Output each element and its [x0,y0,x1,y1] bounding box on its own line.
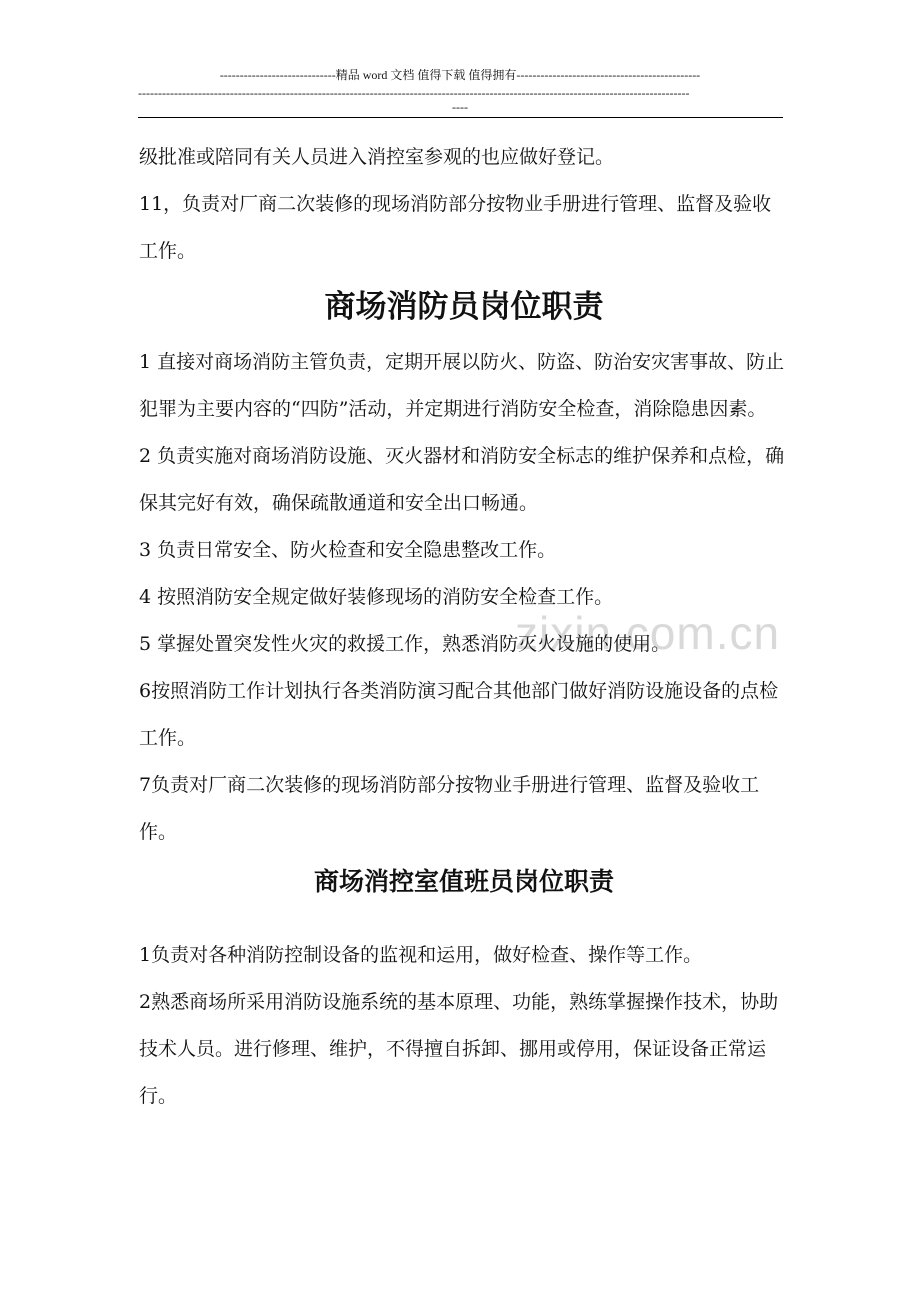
page-header-banner: -----------------------------精品 word 文档 值得下载 值得拥有---------------------------------------------- [219,68,701,82]
section-title-firefighter-duties: 商场消防员岗位职责 [324,289,604,325]
section-title-control-room-duties: 商场消控室值班员岗位职责 [313,867,614,896]
paragraph-item-1: 1 直接对商场消防主管负责，定期开展以防火、防盗、防治安灾害事故、防止犯罪为主要内容的“四防”活动，并定期进行消防安全检查，消除隐患因素。 [139,351,785,420]
watermark: zixin.com.cn [515,607,781,659]
document-body [139,134,789,1120]
header-rule [138,117,783,118]
paragraph-item-4: 4 按照消防安全规定做好装修现场的消防安全检查工作。 [139,586,614,608]
paragraph-item-3: 3 负责日常安全、防火检查和安全隐患整改工作。 [139,539,557,561]
paragraph-item-7: 7负责对厂商二次装修的现场消防部分按物业手册进行管理、监督及验收工作。 [139,774,760,843]
page-header-dash-line: ------------------------------------------------------------------------------------------------------------------------------------------ [138,86,690,100]
paragraph-control-item-1: 1负责对各种消防控制设备的监视和运用，做好检查、操作等工作。 [139,944,703,966]
paragraph-item-5: 5 掌握处置突发性火灾的救援工作，熟悉消防灭火设施的使用。 [139,633,671,655]
paragraph-continuation: 级批准或陪同有关人员进入消控室参观的也应做好登记。 [139,146,615,168]
page-header-dash-tail: ---- [452,100,468,114]
paragraph-item-2: 2 负责实施对商场消防设施、灭火器材和消防安全标志的维护保养和点检，确保其完好有效，确保疏散通道和安全出口畅通。 [139,445,785,514]
paragraph-item-11: 11，负责对厂商二次装修的现场消防部分按物业手册进行管理、监督及验收工作。 [139,193,772,262]
section-spacer [139,908,789,932]
paragraph-control-item-2: 2熟悉商场所采用消防设施系统的基本原理、功能，熟练掌握操作技术，协助技术人员。进行修理、维护，不得擅自拆卸、挪用或停用，保证设备正常运行。 [139,991,779,1107]
paragraph-item-6: 6按照消防工作计划执行各类消防演习配合其他部门做好消防设施设备的点检工作。 [139,680,779,749]
